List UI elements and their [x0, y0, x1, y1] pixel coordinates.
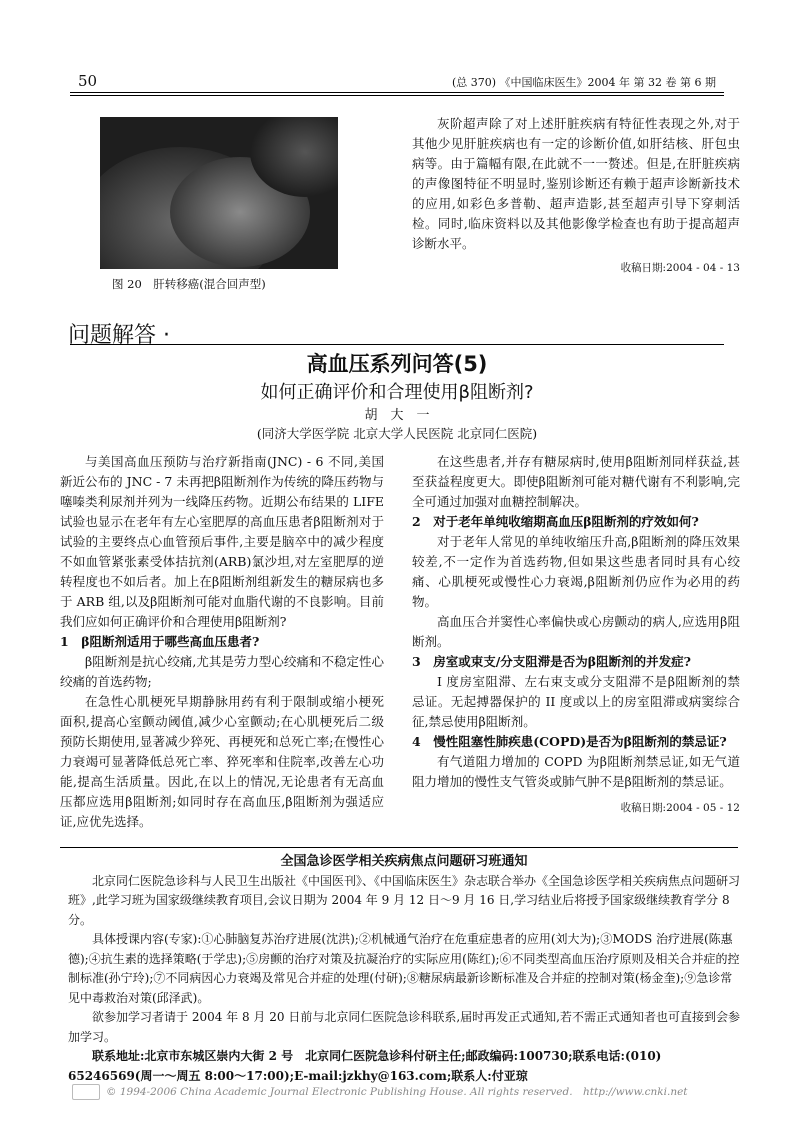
top-right-column	[412, 114, 740, 278]
notice-paragraph-3: 欲参加学习者请于 2004 年 8 月 20 日前与北京同仁医院急诊科联系,届时再发正式通知,若不需正式通知者也可直接到会参加学习。	[68, 1010, 740, 1044]
copyright-footer	[72, 1084, 732, 1100]
answer-4: 有气道阻力增加的 COPD 为β阻断剂禁忌证,如无气道阻力增加的慢性支气管炎或肺气肿不是β阻断剂的禁忌证。	[412, 754, 740, 789]
intro-paragraph: 与美国高血压预防与治疗新指南(JNC) - 6 不同,美国新近公布的 JNC - 7 未再把β阻断剂作为传统的降压药物与噻嗪类利尿剂并列为一线降压药物。近期公布结果的 LIFE 试验也显示在老年有左心室肥厚的高血压患者β阻断剂对于试验的主要终点心血管预后事件,主要是脑卒中的减少程度不如血管紧张素受体拮抗剂(ARB)氯沙坦,对左室肥厚的逆转程度也不如后者。加上在β阻断剂组新发生的糖尿病也多于 ARB 组,以及β阻断剂可能对血脂代谢的不良影响。目前我们应如何正确评价和合理使用β阻断剂?	[60, 454, 384, 629]
cnki-logo-icon	[72, 1084, 100, 1100]
header-rule	[70, 92, 724, 93]
notice-contact: 联系地址:北京市东城区崇内大街 2 号 北京同仁医院急诊科付研主任;邮政编码:100730;联系电话:(010) 65246569(周一～周五 8:00～17:00);E-mail:jzkhy@163.com;联系人:付亚琼	[68, 1049, 662, 1083]
figure-caption: 图 20 肝转移癌(混合回声型)	[112, 277, 266, 291]
article-title: 高血压系列问答(5)	[306, 352, 488, 376]
journal-info: (总 370) 《中国临床医生》2004 年 第 32 卷 第 6 期	[451, 76, 716, 89]
answer-2-p1: 对于老年人常见的单纯收缩压升高,β阻断剂的降压效果较差,不一定作为首选药物,但如果这些患者同时具有心绞痛、心肌梗死或慢性心力衰竭,β阻断剂仍应作为必用的药物。	[412, 534, 740, 609]
received-date-1: 收稿日期:2004 - 04 - 13	[620, 262, 740, 274]
answer-2-p2: 高血压合并窦性心率偏快或心房颤动的病人,应选用β阻断剂。	[412, 614, 740, 649]
notice-paragraph-2: 具体授课内容(专家):①心肺脑复苏治疗进展(沈洪);②机械通气治疗在危重症患者的应用(刘大为);③MODS 治疗进展(陈惠德);④抗生素的选择策略(于学忠);⑤房颤的治疗对策及抗凝治疗的实际应用(陈红);⑥不同类型高血压治疗原则及相关合并症的控制标准(孙宁玲);⑦不同病因心力衰竭及常见合并症的处理(付研);⑧糖尿病最新诊断标准及合并症的控制对策(杨金奎);⑨急诊常见中毒救治对策(邱泽武)。	[68, 932, 740, 1005]
notice-paragraph-1: 北京同仁医院急诊科与人民卫生出版社《中国医刊》、《中国临床医生》杂志联合举办《全国急诊医学相关疾病焦点问题研习班》,此学习班为国家级继续教育项目,会议日期为 2004 年 9 月 12 日～9 月 16 日,学习结业后将授予国家级继续教育学分 8 分。	[68, 873, 741, 927]
question-4: 4 慢性阻塞性肺疾患(COPD)是否为β阻断剂的禁忌证?	[412, 734, 727, 749]
received-date-2: 收稿日期:2004 - 05 - 12	[620, 802, 740, 814]
copyright-text: © 1994-2006 China Academic Journal Electronic Publishing House. All rights reserved. http://www.cnki.net	[106, 1086, 688, 1098]
left-column	[60, 452, 384, 832]
ultrasound-conclusion: 灰阶超声除了对上述肝脏疾病有特征性表现之外,对于其他少见肝脏疾病也有一定的诊断价值,如肝结核、肝包虫病等。由于篇幅有限,在此就不一一赘述。但是,在肝脏疾病的声像图特征不明显时,鉴别诊断还有赖于超声诊断新技术的应用,如彩色多普勒、超声造影,甚至超声引导下穿刺活检。同时,临床资料以及其他影像学检查也有助于提高超声诊断水平。	[412, 116, 740, 251]
section-rule	[70, 344, 724, 345]
page-number: 50	[78, 72, 98, 90]
right-column	[412, 452, 740, 818]
question-2: 2 对于老年单纯收缩期高血压β阻断剂的疗效如何?	[412, 514, 699, 529]
notice-title: 全国急诊医学相关疾病焦点问题研习班通知	[280, 854, 528, 869]
question-3: 3 房室或束支/分支阻滞是否为β阻断剂的并发症?	[412, 654, 691, 669]
ultrasound-image	[100, 117, 338, 269]
article-affiliation: (同济大学医学院 北京大学人民医院 北京同仁医院)	[256, 426, 538, 441]
section-label: 问题解答 ·	[68, 323, 170, 348]
article-subtitle: 如何正确评价和合理使用β阻断剂?	[260, 382, 534, 403]
notice-box	[68, 852, 740, 1086]
answer-3: I 度房室阻滞、左右束支或分支阻滞不是β阻断剂的禁忌证。无起搏器保护的 II 度或以上的房室阻滞或病窦综合征,禁忌使用β阻断剂。	[412, 674, 740, 729]
answer-1-p1: β阻断剂是抗心绞痛,尤其是劳力型心绞痛和不稳定性心绞痛的首选药物;	[60, 654, 384, 689]
question-1: 1 β阻断剂适用于哪些高血压患者?	[60, 634, 260, 649]
answer-1-p3: 在这些患者,并存有糖尿病时,使用β阻断剂同样获益,甚至获益程度更大。即使β阻断剂可能对糖代谢有不利影响,完全可通过加强对血糖控制解决。	[412, 454, 740, 509]
article-author: 胡 大 一	[364, 408, 430, 423]
header-rule-thin	[70, 95, 724, 96]
answer-1-p2: 在急性心肌梗死早期静脉用药有利于限制或缩小梗死面积,提高心室颤动阈值,减少心室颤动;在心肌梗死后二级预防长期使用,显著减少猝死、再梗死和总死亡率;在慢性心力衰竭可显著降低总死亡率、猝死率和住院率,改善左心功能,提高生活质量。因此,在以上的情况,无论患者有无高血压都应选用β阻断剂;如同时存在高血压,β阻断剂为强适应证,应优先选择。	[60, 694, 384, 829]
notice-divider	[60, 847, 738, 848]
